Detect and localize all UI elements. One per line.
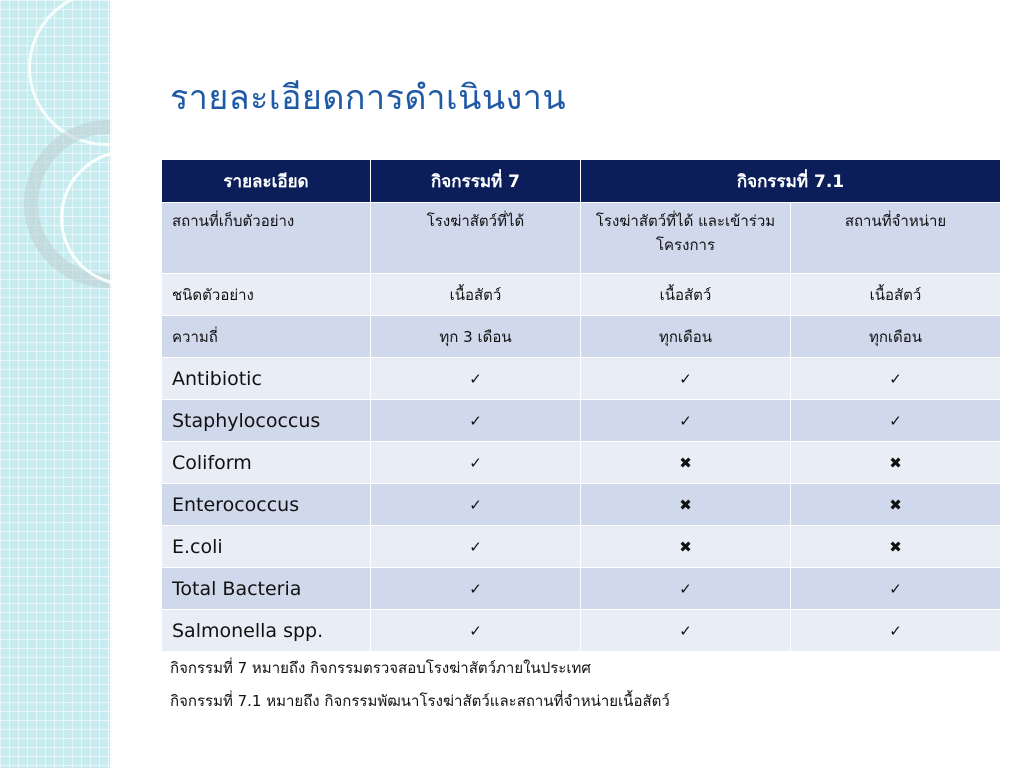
check-icon: ✓	[371, 484, 581, 526]
check-icon: ✓	[791, 610, 1001, 652]
slide-title: รายละเอียดการดำเนินงาน	[170, 78, 567, 118]
table-row	[162, 203, 1001, 274]
table-row	[162, 400, 1001, 442]
check-icon: ✓	[371, 358, 581, 400]
table-row	[162, 526, 1001, 568]
cell-activity-7-1-a: เนื้อสัตว์	[581, 274, 791, 316]
check-icon: ✓	[371, 400, 581, 442]
check-icon: ✓	[371, 442, 581, 484]
row-label: Staphylococcus	[162, 400, 371, 442]
footnote-activity-7-1: กิจกรรมที่ 7.1 หมายถึง กิจกรรมพัฒนาโรงฆ่าสัตว์และสถานที่จำหน่ายเนื้อสัตว์	[170, 692, 670, 710]
row-label: สถานที่เก็บตัวอย่าง	[162, 203, 371, 274]
cell-activity-7-1-a: ทุกเดือน	[581, 316, 791, 358]
check-icon: ✓	[791, 400, 1001, 442]
cross-icon: ✖	[791, 442, 1001, 484]
cell-activity-7: เนื้อสัตว์	[371, 274, 581, 316]
table-row	[162, 484, 1001, 526]
cross-icon: ✖	[581, 442, 791, 484]
row-label: Salmonella spp.	[162, 610, 371, 652]
cell-activity-7: โรงฆ่าสัตว์ที่ได้	[371, 203, 581, 274]
table-row	[162, 568, 1001, 610]
check-icon: ✓	[581, 568, 791, 610]
cell-activity-7-1-b: สถานที่จำหน่าย	[791, 203, 1001, 274]
table-row	[162, 274, 1001, 316]
row-label: Total Bacteria	[162, 568, 371, 610]
table-row	[162, 316, 1001, 358]
cell-activity-7-1-b: ทุกเดือน	[791, 316, 1001, 358]
check-icon: ✓	[581, 610, 791, 652]
check-icon: ✓	[791, 568, 1001, 610]
cross-icon: ✖	[791, 526, 1001, 568]
row-label: ความถี่	[162, 316, 371, 358]
row-label: ชนิดตัวอย่าง	[162, 274, 371, 316]
row-label: Coliform	[162, 442, 371, 484]
table-header-row	[162, 160, 1001, 203]
row-label: Enterococcus	[162, 484, 371, 526]
cell-activity-7-1-a: โรงฆ่าสัตว์ที่ได้ และเข้าร่วมโครงการ	[581, 203, 791, 274]
table-row	[162, 442, 1001, 484]
table-row	[162, 610, 1001, 652]
header-activity-7: กิจกรรมที่ 7	[371, 160, 581, 203]
row-label: Antibiotic	[162, 358, 371, 400]
header-details: รายละเอียด	[162, 160, 371, 203]
check-icon: ✓	[581, 358, 791, 400]
footnotes	[170, 656, 670, 722]
check-icon: ✓	[371, 568, 581, 610]
row-label: E.coli	[162, 526, 371, 568]
cell-activity-7: ทุก 3 เดือน	[371, 316, 581, 358]
cell-activity-7-1-b: เนื้อสัตว์	[791, 274, 1001, 316]
decorative-side-band	[0, 0, 112, 768]
cross-icon: ✖	[791, 484, 1001, 526]
footnote-activity-7: กิจกรรมที่ 7 หมายถึง กิจกรรมตรวจสอบโรงฆ่าสัตว์ภายในประเทศ	[170, 659, 591, 677]
check-icon: ✓	[791, 358, 1001, 400]
details-table	[161, 159, 1001, 652]
check-icon: ✓	[371, 610, 581, 652]
check-icon: ✓	[371, 526, 581, 568]
header-activity-7-1: กิจกรรมที่ 7.1	[581, 160, 1001, 203]
cross-icon: ✖	[581, 526, 791, 568]
table-row	[162, 358, 1001, 400]
check-icon: ✓	[581, 400, 791, 442]
cross-icon: ✖	[581, 484, 791, 526]
